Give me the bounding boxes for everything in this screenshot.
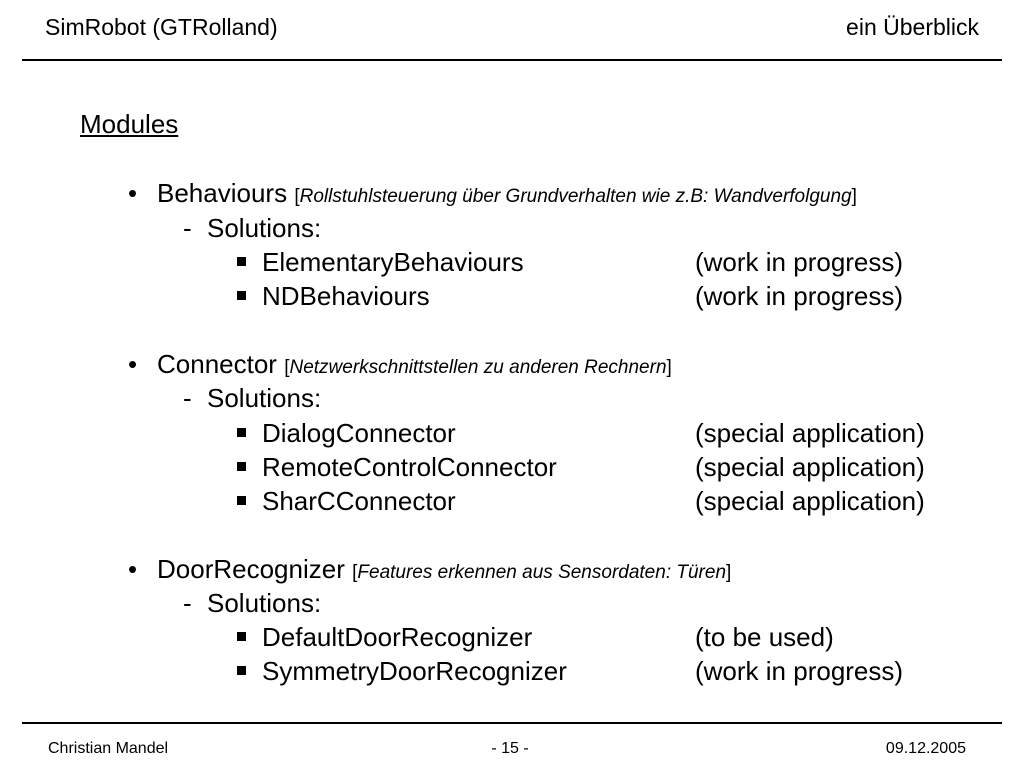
solutions-label: Solutions: — [207, 213, 322, 243]
solution-name: NDBehaviours — [262, 281, 430, 311]
solution-status: (special application) — [695, 486, 925, 516]
module-name: Behaviours — [157, 178, 288, 208]
module-note: Netzwerkschnittstellen zu anderen Rechnern — [289, 357, 667, 378]
dash: - — [183, 213, 192, 243]
solution-status: (special application) — [695, 452, 925, 482]
module-name: DoorRecognizer — [157, 554, 345, 584]
solution-status: (work in progress) — [695, 247, 904, 277]
bracket-close: ] — [666, 357, 672, 378]
module-line — [157, 552, 731, 590]
square-bullet — [237, 428, 246, 437]
solution-name: ElementaryBehaviours — [262, 247, 524, 277]
square-bullet — [237, 291, 246, 300]
bracket-open: [ — [352, 562, 358, 583]
square-bullet — [237, 496, 246, 505]
solution-name: DefaultDoorRecognizer — [262, 622, 533, 652]
square-bullet — [237, 462, 246, 471]
bracket-open: [ — [284, 357, 290, 378]
header-rule — [22, 59, 1002, 61]
bullet-dot: • — [128, 554, 138, 584]
square-bullet — [237, 257, 246, 266]
solution-name: RemoteControlConnector — [262, 452, 557, 482]
module-note: Features erkennen aus Sensordaten: Türen — [357, 562, 727, 583]
solution-name: SymmetryDoorRecognizer — [262, 656, 567, 686]
bracket-close: ] — [851, 186, 857, 207]
footer-page-number: - 15 - — [491, 740, 529, 757]
bullet-dot: • — [128, 349, 138, 379]
solution-name: SharCConnector — [262, 486, 456, 516]
dash: - — [183, 588, 192, 618]
footer-rule — [22, 722, 1002, 724]
bracket-open: [ — [294, 186, 300, 207]
solutions-label: Solutions: — [207, 588, 322, 618]
section-title: Modules — [80, 109, 179, 139]
bullet-dot: • — [128, 178, 138, 208]
module-note: Rollstuhlsteuerung über Grundverhalten wie z.B: Wandverfolgung — [299, 186, 852, 207]
module-line — [157, 176, 857, 214]
square-bullet — [237, 632, 246, 641]
header-left-title: SimRobot (GTRolland) — [45, 14, 278, 40]
solution-status: (to be used) — [695, 622, 834, 652]
module-line — [157, 347, 672, 385]
footer-date: 09.12.2005 — [885, 740, 966, 757]
solution-status: (special application) — [695, 418, 925, 448]
bracket-close: ] — [726, 562, 732, 583]
solution-status: (work in progress) — [695, 656, 904, 686]
square-bullet — [237, 666, 246, 675]
footer-author: Christian Mandel — [48, 740, 169, 757]
solution-status: (work in progress) — [695, 281, 904, 311]
solutions-label: Solutions: — [207, 383, 322, 413]
module-name: Connector — [157, 349, 277, 379]
header-right-title: ein Überblick — [846, 14, 979, 40]
solution-name: DialogConnector — [262, 418, 456, 448]
dash: - — [183, 383, 192, 413]
